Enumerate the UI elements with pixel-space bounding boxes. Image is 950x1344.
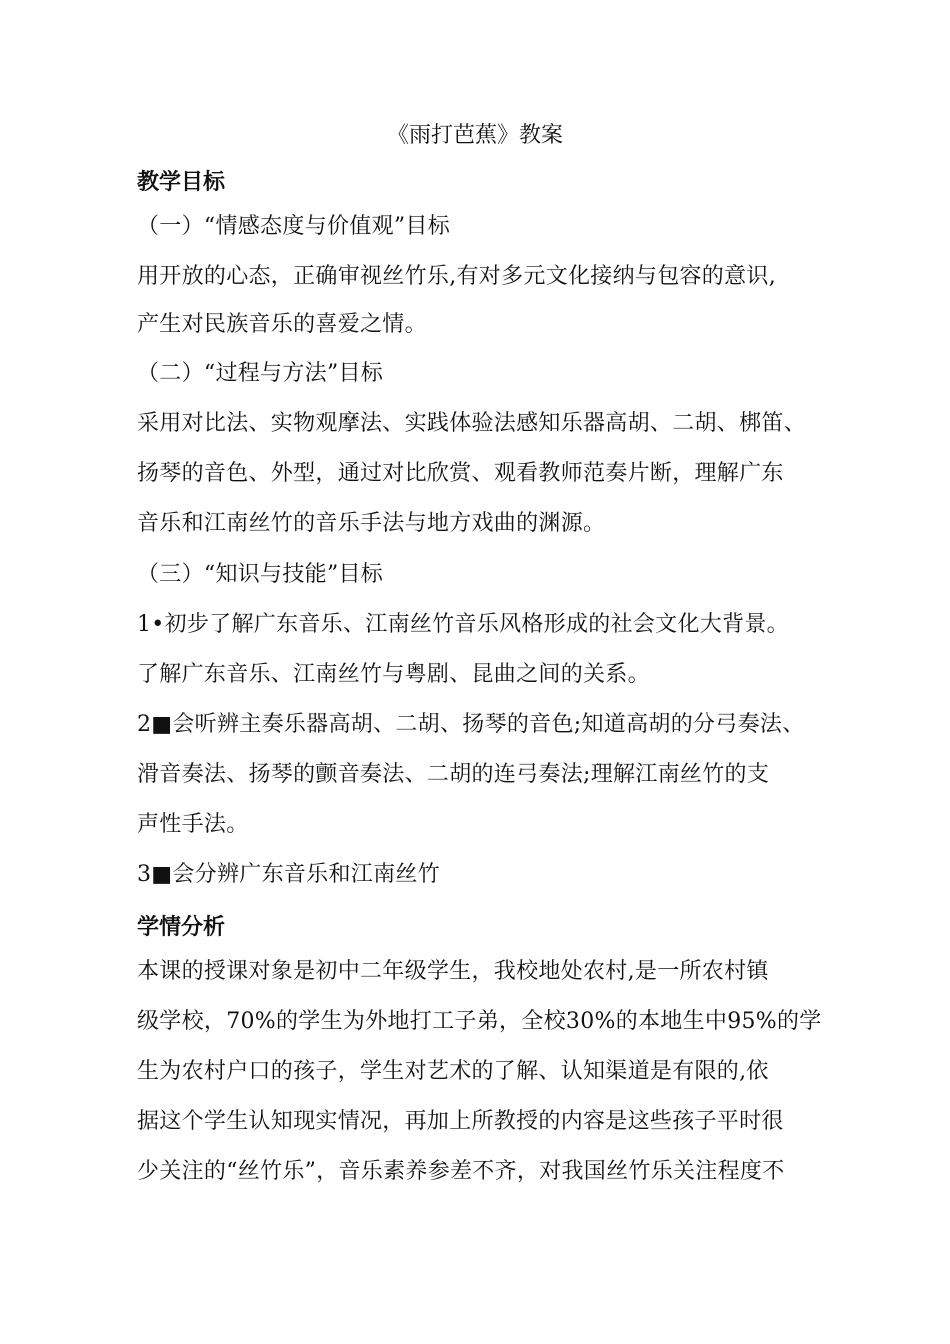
goal3-heading: （三）“知识与技能”目标 xyxy=(137,562,384,587)
goal2-heading: （二）“过程与方法”目标 xyxy=(137,361,384,386)
goal3-line-4: 滑音奏法、扬琴的颤音奏法、二胡的连弓奏法;理解江南丝竹的支 xyxy=(137,762,770,787)
goal2-line-3: 音乐和江南丝竹的音乐手法与地方戏曲的渊源。 xyxy=(137,511,606,536)
heading-student-analysis: 学情分析 xyxy=(137,915,226,940)
goal3-line-1: 1•初步了解广东音乐、江南丝竹音乐风格形成的社会文化大背景。 xyxy=(137,612,789,637)
goal3-line-5: 声性手法。 xyxy=(137,812,249,837)
analysis-line-4: 据这个学生认知现实情况，再加上所教授的内容是这些孩子平时很 xyxy=(137,1109,784,1134)
goal3-line-3: 2■会听辨主奏乐器高胡、二胡、扬琴的音色;知道高胡的分弓奏法、 xyxy=(137,712,805,737)
analysis-line-1: 本课的授课对象是初中二年级学生，我校地处农村,是一所农村镇 xyxy=(137,959,769,984)
goal3-line-2: 了解广东音乐、江南丝竹与粤剧、昆曲之间的关系。 xyxy=(137,662,650,687)
document-title: 《雨打芭蕉》教案 xyxy=(386,123,563,148)
goal2-line-2: 扬琴的音色、外型，通过对比欣赏、观看教师范奏片断，理解广东 xyxy=(137,461,784,486)
goal1-line-1: 用开放的心态，正确审视丝竹乐,有对多元文化接纳与包容的意识, xyxy=(137,264,776,289)
goal1-heading: （一）“情感态度与价值观”目标 xyxy=(137,214,450,239)
goal2-line-1: 采用对比法、实物观摩法、实践体验法感知乐器高胡、二胡、梆笛、 xyxy=(137,411,807,436)
heading-teaching-goals: 教学目标 xyxy=(137,170,226,195)
analysis-line-5: 少关注的“丝竹乐”，音乐素养参差不齐，对我国丝竹乐关注程度不 xyxy=(137,1159,785,1184)
analysis-line-3: 生为农村户口的孩子，学生对艺术的了解、认知渠道是有限的,依 xyxy=(137,1059,769,1084)
goal3-line-6: 3■会分辨广东音乐和江南丝竹 xyxy=(137,862,440,887)
goal1-line-2: 产生对民族音乐的喜爱之情。 xyxy=(137,312,427,337)
analysis-line-2: 级学校，70%的学生为外地打工子弟，全校30%的本地生中95%的学 xyxy=(137,1009,822,1034)
